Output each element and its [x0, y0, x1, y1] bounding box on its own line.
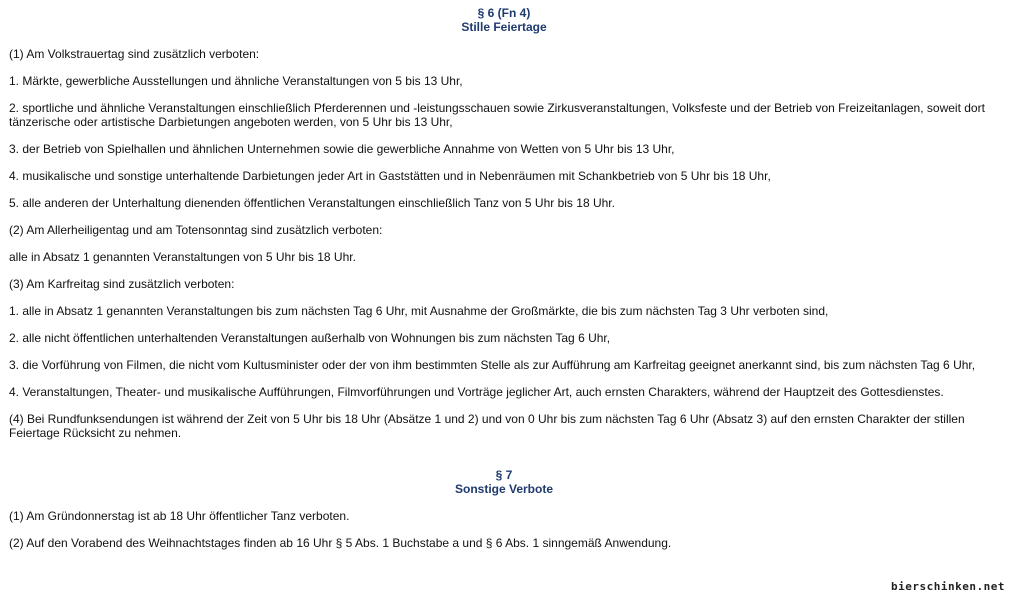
paragraph: alle in Absatz 1 genannten Veranstaltungen von 5 Uhr bis 18 Uhr.: [9, 250, 356, 264]
paragraph: 4. Veranstaltungen, Theater- und musikalische Aufführungen, Filmvorführungen und Vorträge jeglicher Art, auch ernsten Charakters, während der Hauptzeit des Gottesdienstes.: [9, 385, 944, 399]
paragraph: 3. der Betrieb von Spielhallen und ähnlichen Unternehmen sowie die gewerbliche Annahme von Wetten von 5 Uhr bis 13 Uhr,: [9, 142, 675, 156]
paragraph: 5. alle anderen der Unterhaltung dienenden öffentlichen Veranstaltungen einschließlich Tanz von 5 Uhr bis 18 Uhr.: [9, 196, 615, 210]
paragraph: (2) Am Allerheiligentag und am Totensonntag sind zusätzlich verboten:: [9, 223, 383, 237]
watermark: bierschinken.net: [891, 580, 1005, 593]
section-6-heading: [9, 6, 999, 34]
section-6: [9, 6, 999, 440]
section-7-number: § 7: [495, 468, 513, 482]
paragraph: 3. die Vorführung von Filmen, die nicht vom Kultusminister oder der von ihm bestimmten Stelle als zur Aufführung am Karfreitag geeignet anerkannt sind, bis zum nächsten Tag 6 Uhr,: [9, 358, 976, 372]
paragraph: 2. alle nicht öffentlichen unterhaltenden Veranstaltungen außerhalb von Wohnungen bis zum nächsten Tag 6 Uhr,: [9, 331, 611, 345]
paragraph: 1. alle in Absatz 1 genannten Veranstaltungen bis zum nächsten Tag 6 Uhr, mit Ausnahme der Großmärkte, die bis zum nächsten Tag 3 Uhr verboten sind,: [9, 304, 829, 318]
section-7-heading: [9, 468, 999, 496]
section-6-title: Stille Feiertage: [461, 20, 547, 34]
paragraph: 4. musikalische und sonstige unterhaltende Darbietungen jeder Art in Gaststätten und in Nebenräumen mit Schankbetrieb von 5 Uhr bis 18 Uhr,: [9, 169, 771, 183]
section-7-title: Sonstige Verbote: [454, 482, 554, 496]
paragraph: (1) Am Gründonnerstag ist ab 18 Uhr öffentlicher Tanz verboten.: [9, 509, 350, 523]
paragraph: 1. Märkte, gewerbliche Ausstellungen und ähnliche Veranstaltungen von 5 bis 13 Uhr,: [9, 74, 463, 88]
paragraph: (1) Am Volkstrauertag sind zusätzlich verboten:: [9, 47, 260, 61]
section-7: [9, 468, 999, 550]
paragraph: (2) Auf den Vorabend des Weihnachtstages finden ab 16 Uhr § 5 Abs. 1 Buchstabe a und § 6 Abs. 1 sinngemäß Anwendung.: [9, 536, 672, 550]
paragraph: (3) Am Karfreitag sind zusätzlich verboten:: [9, 277, 235, 291]
paragraph: (4) Bei Rundfunksendungen ist während der Zeit von 5 Uhr bis 18 Uhr (Absätze 1 und 2) und von 0 Uhr bis zum nächsten Tag 6 Uhr (Absatz 3) auf den ernsten Charakter der stillen Feiertage Rücksicht zu nehmen.: [9, 412, 965, 440]
paragraph: 2. sportliche und ähnliche Veranstaltungen einschließlich Pferderennen und -leistungsschauen sowie Zirkusveranstaltungen, Volksfeste und der Betrieb von Freizeitanlagen, soweit dort tänzerische oder artistische Darbietungen angeboten werden, von 5 Uhr bis 13 Uhr,: [9, 101, 985, 129]
law-document: [9, 6, 999, 563]
section-6-number: § 6 (Fn 4): [477, 6, 531, 20]
